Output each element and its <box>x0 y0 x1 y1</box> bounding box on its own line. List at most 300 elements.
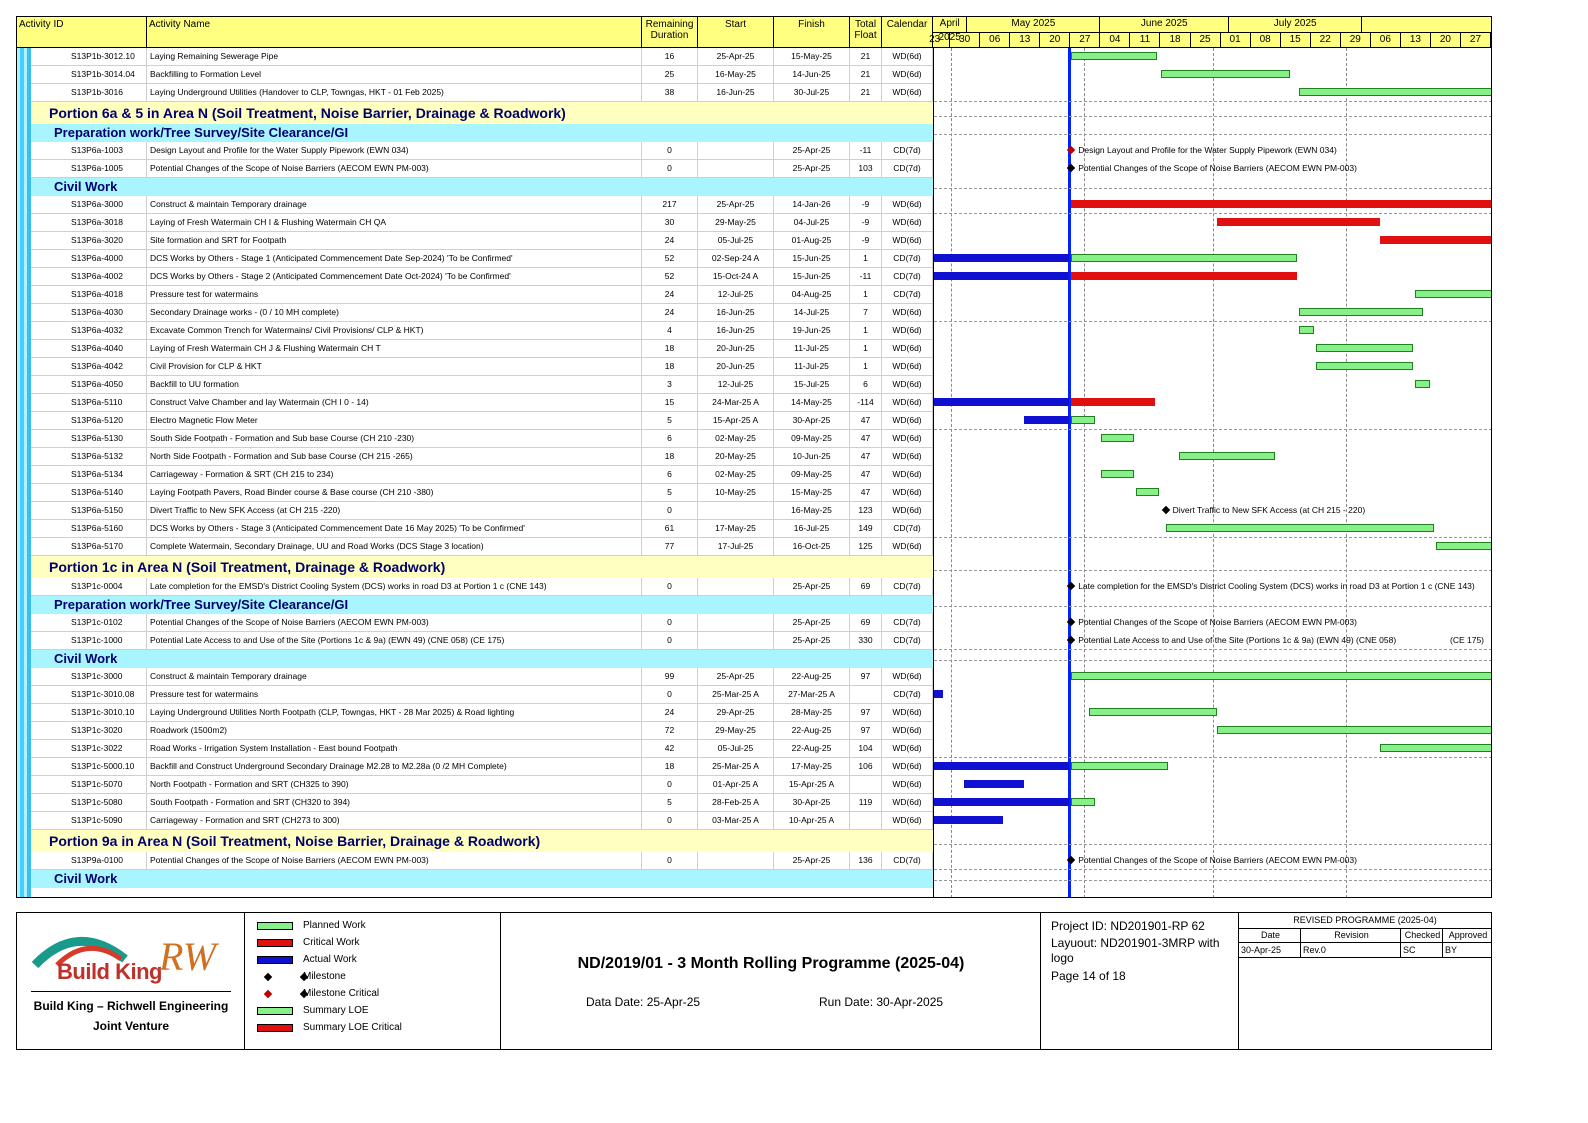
table-row[interactable] <box>31 196 933 214</box>
header-activity-name[interactable]: Activity Name <box>147 17 642 47</box>
remaining-duration: 0 <box>642 686 698 703</box>
activity-id: S13P6a-4002 <box>31 268 147 285</box>
start-date: 05-Jul-25 <box>698 740 774 757</box>
activity-name: DCS Works by Others - Stage 3 (Anticipated Commencement Date 16 May 2025) 'To be Confirmed' <box>147 520 642 537</box>
gantt-bar-actual[interactable] <box>934 690 943 698</box>
total-float: 1 <box>850 286 882 303</box>
total-float: 104 <box>850 740 882 757</box>
remaining-duration: 24 <box>642 304 698 321</box>
table-row[interactable] <box>31 722 933 740</box>
calendar: WD(6d) <box>882 668 933 685</box>
table-row[interactable] <box>31 214 933 232</box>
gantt-bar-planned[interactable] <box>1089 708 1218 716</box>
remaining-duration: 25 <box>642 66 698 83</box>
timescale-week: 08 <box>1251 33 1281 48</box>
total-float: 103 <box>850 160 882 177</box>
calendar: WD(6d) <box>882 232 933 249</box>
finish-date: 14-Jun-25 <box>774 66 850 83</box>
gantt-bar-planned[interactable] <box>1101 434 1133 442</box>
finish-date: 01-Aug-25 <box>774 232 850 249</box>
timescale-month: June 2025 <box>1100 17 1229 32</box>
total-float: 47 <box>850 430 882 447</box>
table-row[interactable] <box>31 614 933 632</box>
header-calendar[interactable]: Calendar <box>882 17 933 47</box>
activity-name: Potential Changes of the Scope of Noise Barriers (AECOM EWN PM-003) <box>147 160 642 177</box>
portion-header[interactable] <box>31 830 933 852</box>
total-float: 97 <box>850 722 882 739</box>
table-row[interactable] <box>31 852 933 870</box>
total-float: 1 <box>850 340 882 357</box>
timescale-weeks <box>929 32 1491 48</box>
activity-id: S13P6a-4000 <box>31 250 147 267</box>
header-total-float[interactable]: Total Float <box>850 17 882 47</box>
activity-name: North Side Footpath - Formation and Sub base Course (CH 215 -265) <box>147 448 642 465</box>
table-row[interactable] <box>31 578 933 596</box>
activity-id: S13P6a-5120 <box>31 412 147 429</box>
activity-id: S13P1b-3014.04 <box>31 66 147 83</box>
gantt-bar-critical[interactable] <box>1071 272 1296 280</box>
finish-date: 15-Jul-25 <box>774 376 850 393</box>
gantt-bar-critical[interactable] <box>1071 200 1492 208</box>
activity-name: Backfill and Construct Underground Secondary Drainage M2.28 to M2.28a (0 /2 MH Complete) <box>147 758 642 775</box>
gantt-bar-actual[interactable] <box>934 798 1069 806</box>
activity-name: Laying Footpath Pavers, Road Binder course & Base course (CH 210 -380) <box>147 484 642 501</box>
activity-name: Carriageway - Formation & SRT (CH 215 to 234) <box>147 466 642 483</box>
table-row[interactable] <box>31 340 933 358</box>
table-row[interactable] <box>31 632 933 650</box>
table-row[interactable] <box>31 358 933 376</box>
gantt-bar-critical[interactable] <box>1217 218 1380 226</box>
row-separator <box>934 429 1492 430</box>
table-row[interactable] <box>31 686 933 704</box>
table-row[interactable] <box>31 448 933 466</box>
total-float: 106 <box>850 758 882 775</box>
start-date: 25-Apr-25 <box>698 668 774 685</box>
milestone-icon[interactable] <box>1161 506 1169 514</box>
legend-box <box>245 913 501 1049</box>
remaining-duration: 18 <box>642 758 698 775</box>
table-row[interactable] <box>31 484 933 502</box>
remaining-duration: 0 <box>642 160 698 177</box>
table-row[interactable] <box>31 466 933 484</box>
portion-title: Portion 1c in Area N (Soil Treatment, Drainage & Roadwork) <box>49 559 446 575</box>
activity-name: DCS Works by Others - Stage 1 (Anticipated Commencement Date Sep-2024) 'To be Confirmed' <box>147 250 642 267</box>
revision-cell: 30-Apr-25 <box>1239 943 1301 958</box>
activity-id: S13P6a-5150 <box>31 502 147 519</box>
table-row[interactable] <box>31 48 933 66</box>
calendar: WD(6d) <box>882 214 933 231</box>
timescale-week: 20 <box>1040 33 1070 48</box>
remaining-duration: 18 <box>642 340 698 357</box>
header-finish[interactable]: Finish <box>774 17 850 47</box>
activity-name: Laying Underground Utilities North Footpath (CLP, Towngas, HKT - 28 Mar 2025) & Road lighting <box>147 704 642 721</box>
milestone-label-extra: (CE 175) <box>1450 635 1485 645</box>
finish-date: 09-May-25 <box>774 466 850 483</box>
legend-swatch <box>257 939 293 947</box>
total-float: 69 <box>850 578 882 595</box>
finish-date: 17-May-25 <box>774 758 850 775</box>
table-row[interactable] <box>31 232 933 250</box>
finish-date: 15-May-25 <box>774 48 850 65</box>
legend-label: Critical Work <box>303 937 360 948</box>
finish-date: 30-Apr-25 <box>774 794 850 811</box>
activity-id: S13P6a-4050 <box>31 376 147 393</box>
finish-date: 25-Apr-25 <box>774 160 850 177</box>
timescale-week: 13 <box>1010 33 1040 48</box>
table-row[interactable] <box>31 668 933 686</box>
row-separator <box>934 213 1492 214</box>
revision-col-header: Checked <box>1401 928 1443 943</box>
gantt-bar-planned[interactable] <box>1299 88 1492 96</box>
timescale-week: 20 <box>1431 33 1461 48</box>
finish-date: 14-May-25 <box>774 394 850 411</box>
timescale-week: 25 <box>1191 33 1221 48</box>
start-date <box>698 852 774 869</box>
section-header[interactable] <box>31 596 933 614</box>
calendar: WD(6d) <box>882 812 933 829</box>
legend-milestone-icon <box>264 973 272 981</box>
milestone-label: Late completion for the EMSD's District Cooling System (DCS) works in road D3 at Portion 1 c (CNE 143) <box>1078 581 1475 591</box>
calendar: WD(6d) <box>882 304 933 321</box>
portion-header[interactable] <box>31 556 933 578</box>
legend-label: Summary LOE Critical <box>303 1022 402 1033</box>
activity-name: DCS Works by Others - Stage 2 (Anticipated Commencement Date Oct-2024) 'To be Confirmed' <box>147 268 642 285</box>
table-row[interactable] <box>31 304 933 322</box>
start-date <box>698 578 774 595</box>
total-float: 1 <box>850 358 882 375</box>
remaining-duration: 30 <box>642 214 698 231</box>
milestone-label: Potential Late Access to and Use of the Site (Portions 1c & 9a) (EWN 49) (CNE 058) <box>1078 635 1397 645</box>
gantt-bar-planned[interactable] <box>1299 308 1423 316</box>
table-row[interactable] <box>31 794 933 812</box>
calendar: WD(6d) <box>882 340 933 357</box>
table-row[interactable] <box>31 412 933 430</box>
finish-date: 15-Jun-25 <box>774 250 850 267</box>
table-row[interactable] <box>31 268 933 286</box>
table-row[interactable] <box>31 704 933 722</box>
revision-col-header: Approved <box>1443 928 1491 943</box>
calendar: WD(6d) <box>882 66 933 83</box>
gantt-bar-planned[interactable] <box>1415 380 1430 388</box>
section-header[interactable] <box>31 124 933 142</box>
section-title: Preparation work/Tree Survey/Site Clearance/GI <box>54 597 349 612</box>
gantt-bar-actual[interactable] <box>934 398 1069 406</box>
activity-name: North Footpath - Formation and SRT (CH325 to 390) <box>147 776 642 793</box>
start-date <box>698 632 774 649</box>
timescale-week: 18 <box>1160 33 1190 48</box>
row-separator <box>934 757 1492 758</box>
gantt-bar-planned[interactable] <box>1071 254 1296 262</box>
table-row[interactable] <box>31 160 933 178</box>
table-row[interactable] <box>31 66 933 84</box>
total-float: 47 <box>850 466 882 483</box>
activity-name: Laying of Fresh Watermain CH J & Flushing Watermain CH T <box>147 340 642 357</box>
calendar: CD(7d) <box>882 520 933 537</box>
timescale-week: 23 <box>920 33 950 48</box>
milestone-label: Divert Traffic to New SFK Access (at CH 215 - 220) <box>1172 505 1366 515</box>
table-row[interactable] <box>31 502 933 520</box>
remaining-duration: 24 <box>642 232 698 249</box>
timescale-gridline <box>1213 48 1214 898</box>
timescale-month: May 2025 <box>967 17 1100 32</box>
remaining-duration: 61 <box>642 520 698 537</box>
milestone-label: Potential Changes of the Scope of Noise Barriers (AECOM EWN PM-003) <box>1078 163 1357 173</box>
gantt-bar-actual[interactable] <box>934 254 1069 262</box>
gantt-bar-planned[interactable] <box>1217 726 1492 734</box>
total-float <box>850 686 882 703</box>
portion-header[interactable] <box>31 102 933 124</box>
calendar: WD(6d) <box>882 448 933 465</box>
gantt-bar-planned[interactable] <box>1179 452 1276 460</box>
start-date: 16-May-25 <box>698 66 774 83</box>
timescale-gridline <box>951 48 952 898</box>
activity-name: Laying Remaining Sewerage Pipe <box>147 48 642 65</box>
activity-id: S13P6a-5110 <box>31 394 147 411</box>
table-row[interactable] <box>31 322 933 340</box>
section-title: Civil Work <box>54 871 118 886</box>
logo-jv-line1: Build King – Richwell Engineering <box>33 999 229 1013</box>
gantt-bar-planned[interactable] <box>1161 70 1290 78</box>
total-float: 1 <box>850 250 882 267</box>
header-activity-id[interactable]: Activity ID <box>17 17 147 47</box>
revision-box <box>1239 913 1491 1049</box>
finish-date: 04-Jul-25 <box>774 214 850 231</box>
start-date: 25-Mar-25 A <box>698 758 774 775</box>
total-float: 21 <box>850 84 882 101</box>
finish-date: 30-Apr-25 <box>774 412 850 429</box>
activity-name: Potential Late Access to and Use of the Site (Portions 1c & 9a) (EWN 49) (CNE 058) (CE 175) <box>147 632 642 649</box>
total-float: 123 <box>850 502 882 519</box>
row-separator <box>934 606 1492 607</box>
remaining-duration: 0 <box>642 632 698 649</box>
remaining-duration: 6 <box>642 430 698 447</box>
gantt-bar-planned[interactable] <box>1136 488 1160 496</box>
table-row[interactable] <box>31 740 933 758</box>
remaining-duration: 99 <box>642 668 698 685</box>
activity-id: S13P6a-5130 <box>31 430 147 447</box>
calendar: CD(7d) <box>882 160 933 177</box>
gantt-bar-actual[interactable] <box>934 816 1003 824</box>
finish-date: 16-Jul-25 <box>774 520 850 537</box>
finish-date: 25-Apr-25 <box>774 142 850 159</box>
finish-date: 10-Apr-25 A <box>774 812 850 829</box>
start-date: 17-May-25 <box>698 520 774 537</box>
activity-name: Excavate Common Trench for Watermains/ Civil Provisions/ CLP & HKT) <box>147 322 642 339</box>
data-date-line <box>1068 48 1071 898</box>
start-date: 02-Sep-24 A <box>698 250 774 267</box>
header-start[interactable]: Start <box>698 17 774 47</box>
section-title: Preparation work/Tree Survey/Site Clearance/GI <box>54 125 349 140</box>
start-date: 20-May-25 <box>698 448 774 465</box>
activity-id: S13P6a-5134 <box>31 466 147 483</box>
activity-id: S13P6a-5160 <box>31 520 147 537</box>
calendar: WD(6d) <box>882 394 933 411</box>
total-float: 136 <box>850 852 882 869</box>
total-float <box>850 776 882 793</box>
finish-date: 27-Mar-25 A <box>774 686 850 703</box>
calendar: WD(6d) <box>882 722 933 739</box>
finish-date: 22-Aug-25 <box>774 722 850 739</box>
calendar: CD(7d) <box>882 250 933 267</box>
timescale-gridline <box>1084 48 1085 898</box>
total-float: -9 <box>850 214 882 231</box>
gantt-bar-planned[interactable] <box>1415 290 1492 298</box>
timescale-week: 11 <box>1130 33 1160 48</box>
start-date: 02-May-25 <box>698 466 774 483</box>
finish-date: 25-Apr-25 <box>774 852 850 869</box>
revision-cell: SC <box>1401 943 1443 958</box>
gantt-bar-planned[interactable] <box>1071 52 1157 60</box>
remaining-duration: 72 <box>642 722 698 739</box>
activity-id: S13P1c-3010.08 <box>31 686 147 703</box>
layout-name: Layuout: ND201901-3MRP with logo <box>1051 936 1220 965</box>
calendar: CD(7d) <box>882 686 933 703</box>
finish-date: 11-Jul-25 <box>774 340 850 357</box>
start-date: 28-Feb-25 A <box>698 794 774 811</box>
finish-date: 11-Jul-25 <box>774 358 850 375</box>
gantt-bar-actual[interactable] <box>934 272 1069 280</box>
table-row[interactable] <box>31 394 933 412</box>
gantt-bar-planned[interactable] <box>1316 362 1413 370</box>
activity-id: S13P6a-3018 <box>31 214 147 231</box>
start-date: 01-Apr-25 A <box>698 776 774 793</box>
row-separator <box>934 188 1492 189</box>
remaining-duration: 38 <box>642 84 698 101</box>
activity-name: Road Works - Irrigation System Installation - East bound Footpath <box>147 740 642 757</box>
total-float: 7 <box>850 304 882 321</box>
activity-name: Construct & maintain Temporary drainage <box>147 196 642 213</box>
gantt-bar-actual[interactable] <box>964 780 1024 788</box>
legend-label: Milestone Critical <box>303 988 380 999</box>
logo-box <box>17 913 245 1049</box>
gantt-bar-planned[interactable] <box>1071 672 1492 680</box>
title-box <box>501 913 1041 1049</box>
gantt-bar-critical[interactable] <box>1380 236 1492 244</box>
gantt-bar-actual[interactable] <box>934 762 1069 770</box>
finish-date: 15-Jun-25 <box>774 268 850 285</box>
legend-swatch <box>257 1024 293 1032</box>
finish-date: 22-Aug-25 <box>774 740 850 757</box>
gantt-bar-planned[interactable] <box>1101 470 1133 478</box>
revision-col-header: Revision <box>1301 928 1401 943</box>
calendar: WD(6d) <box>882 84 933 101</box>
start-date: 24-Mar-25 A <box>698 394 774 411</box>
calendar: CD(7d) <box>882 614 933 631</box>
finish-date: 14-Jul-25 <box>774 304 850 321</box>
finish-date: 28-May-25 <box>774 704 850 721</box>
activity-name: Site formation and SRT for Footpath <box>147 232 642 249</box>
legend-milestone-icon <box>264 990 272 998</box>
calendar: CD(7d) <box>882 852 933 869</box>
start-date: 20-Jun-25 <box>698 358 774 375</box>
start-date: 25-Apr-25 <box>698 48 774 65</box>
legend-swatch <box>257 922 293 930</box>
activity-id: S13P1c-5070 <box>31 776 147 793</box>
remaining-duration: 0 <box>642 142 698 159</box>
total-float: 97 <box>850 704 882 721</box>
row-separator <box>934 880 1492 881</box>
activity-id: S13P6a-4040 <box>31 340 147 357</box>
page-number: Page 14 of 18 <box>1051 969 1126 983</box>
row-separator <box>934 649 1492 650</box>
table-row[interactable] <box>31 250 933 268</box>
activity-name: Laying of Fresh Watermain CH I & Flushing Watermain CH QA <box>147 214 642 231</box>
table-row[interactable] <box>31 286 933 304</box>
table-row[interactable] <box>31 758 933 776</box>
finish-date: 04-Aug-25 <box>774 286 850 303</box>
finish-date: 09-May-25 <box>774 430 850 447</box>
start-date: 05-Jul-25 <box>698 232 774 249</box>
gantt-bar-planned[interactable] <box>1316 344 1413 352</box>
gantt-bar-planned[interactable] <box>1436 542 1492 550</box>
activity-id: S13P6a-4018 <box>31 286 147 303</box>
section-header[interactable] <box>31 870 933 888</box>
finish-date: 25-Apr-25 <box>774 614 850 631</box>
activity-name: Construct Valve Chamber and lay Watermain (CH I 0 - 14) <box>147 394 642 411</box>
table-row[interactable] <box>31 812 933 830</box>
activity-id: S13P6a-4032 <box>31 322 147 339</box>
portion-title: Portion 9a in Area N (Soil Treatment, Noise Barrier, Drainage & Roadwork) <box>49 833 541 849</box>
gantt-bar-planned[interactable] <box>1299 326 1314 334</box>
project-id: Project ID: ND201901-RP 62 <box>1051 919 1205 933</box>
table-row[interactable] <box>31 430 933 448</box>
section-header[interactable] <box>31 178 933 196</box>
table-row[interactable] <box>31 538 933 556</box>
table-row[interactable] <box>31 142 933 160</box>
timescale-week: 30 <box>950 33 980 48</box>
calendar: WD(6d) <box>882 196 933 213</box>
revision-heading: REVISED PROGRAMME (2025-04) <box>1239 913 1491 929</box>
footer <box>16 912 1492 1050</box>
section-header[interactable] <box>31 650 933 668</box>
logo-rw-text: RW <box>159 934 217 979</box>
remaining-duration: 5 <box>642 794 698 811</box>
gantt-bar-critical[interactable] <box>1071 398 1155 406</box>
activity-id: S13P1c-0004 <box>31 578 147 595</box>
gantt-bar-planned[interactable] <box>1071 416 1095 424</box>
total-float: 21 <box>850 48 882 65</box>
gantt-bar-planned[interactable] <box>1071 798 1095 806</box>
calendar: WD(6d) <box>882 794 933 811</box>
calendar: WD(6d) <box>882 484 933 501</box>
table-row[interactable] <box>31 84 933 102</box>
gantt-bar-planned[interactable] <box>1166 524 1434 532</box>
gantt-bar-planned[interactable] <box>1380 744 1492 752</box>
activity-name: Pressure test for watermains <box>147 686 642 703</box>
finish-date: 10-Jun-25 <box>774 448 850 465</box>
table-row[interactable] <box>31 376 933 394</box>
start-date: 16-Jun-25 <box>698 304 774 321</box>
finish-date: 19-Jun-25 <box>774 322 850 339</box>
gantt-bar-actual[interactable] <box>1024 416 1069 424</box>
table-row[interactable] <box>31 520 933 538</box>
remaining-duration: 24 <box>642 286 698 303</box>
activity-id: S13P6a-5132 <box>31 448 147 465</box>
table-row[interactable] <box>31 776 933 794</box>
activity-name: Backfill to UU formation <box>147 376 642 393</box>
header-remaining-duration[interactable]: Remaining Duration <box>642 17 698 47</box>
calendar: WD(6d) <box>882 538 933 555</box>
timescale-week: 06 <box>1371 33 1401 48</box>
gantt-bar-planned[interactable] <box>1071 762 1168 770</box>
total-float: 6 <box>850 376 882 393</box>
timescale-week: 04 <box>1100 33 1130 48</box>
remaining-duration: 0 <box>642 502 698 519</box>
total-float: -9 <box>850 196 882 213</box>
activity-id: S13P1c-1000 <box>31 632 147 649</box>
remaining-duration: 217 <box>642 196 698 213</box>
total-float: 47 <box>850 412 882 429</box>
